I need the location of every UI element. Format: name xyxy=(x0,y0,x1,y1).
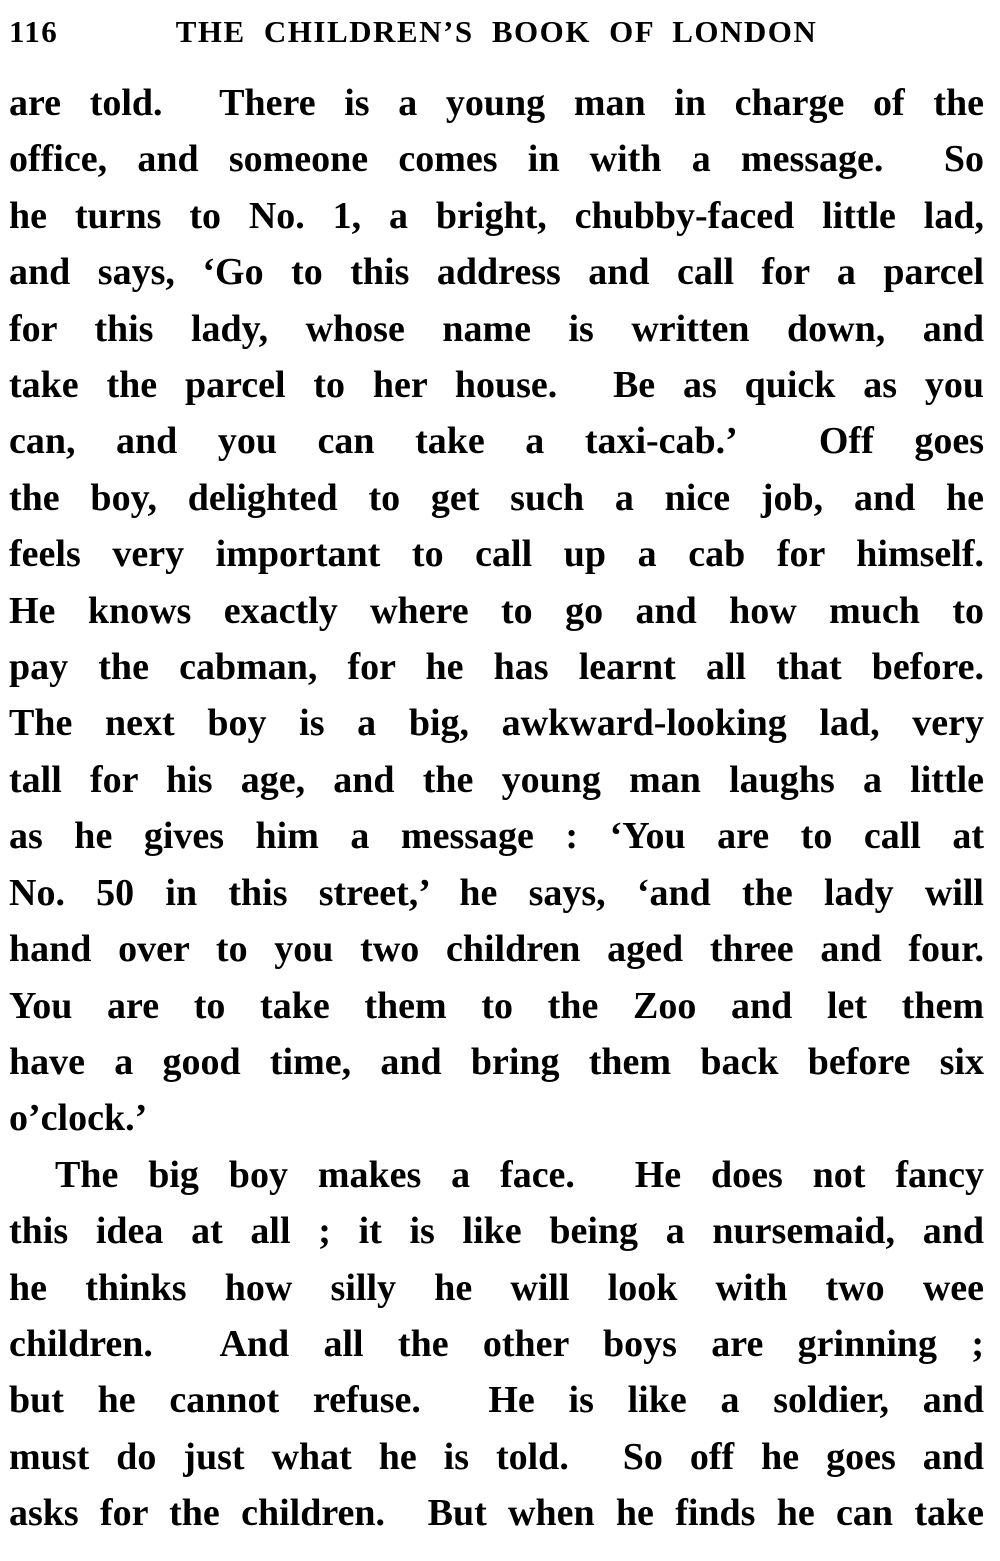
text-line: for this lady, whose name is written down, and xyxy=(9,307,984,350)
text-line: as he gives him a message : ‘You are to call at xyxy=(9,815,984,858)
text-line: he thinks how silly he will look with two wee xyxy=(9,1266,984,1309)
text-line: The big boy makes a face. He does not fancy xyxy=(55,1153,984,1196)
text-line: and says, ‘Go to this address and call for a parcel xyxy=(9,251,984,294)
page-body xyxy=(9,75,984,1542)
paragraph xyxy=(9,1147,984,1542)
text-line: asks for the children. But when he finds he can take xyxy=(9,1492,984,1535)
text-line: have a good time, and bring them back before six xyxy=(9,1040,984,1083)
text-line: take the parcel to her house. Be as quick as you xyxy=(9,364,984,407)
text-line: but he cannot refuse. He is like a soldier, and xyxy=(9,1379,984,1422)
text-line: pay the cabman, for he has learnt all that before. xyxy=(9,646,984,689)
text-line: can, and you can take a taxi-cab.’ Off goes xyxy=(9,420,984,463)
running-head xyxy=(9,12,984,52)
text-line: No. 50 in this street,’ he says, ‘and the lady will xyxy=(9,871,984,914)
text-line: The next boy is a big, awkward-looking lad, very xyxy=(9,702,984,745)
text-line: You are to take them to the Zoo and let them xyxy=(9,984,984,1027)
text-line: he turns to No. 1, a bright, chubby-faced little lad, xyxy=(9,194,984,237)
text-line: this idea at all ; it is like being a nursemaid, and xyxy=(9,1210,984,1253)
paragraph xyxy=(9,75,984,1147)
text-line: hand over to you two children aged three and four. xyxy=(9,928,984,971)
text-line: office, and someone comes in with a message. So xyxy=(9,138,984,181)
page-number: 116 xyxy=(9,14,59,49)
running-title: THE CHILDREN’S BOOK OF LONDON xyxy=(175,14,818,49)
text-line: He knows exactly where to go and how much to xyxy=(9,589,984,632)
text-line: children. And all the other boys are grinning ; xyxy=(9,1322,984,1365)
text-line: o’clock.’ xyxy=(9,1097,148,1140)
text-line: feels very important to call up a cab for himself. xyxy=(9,533,984,576)
text-line: the boy, delighted to get such a nice job, and he xyxy=(9,476,984,519)
text-line: tall for his age, and the young man laughs a little xyxy=(9,758,984,801)
text-line: are told. There is a young man in charge of the xyxy=(9,82,984,124)
text-line: must do just what he is told. So off he goes and xyxy=(9,1435,984,1478)
